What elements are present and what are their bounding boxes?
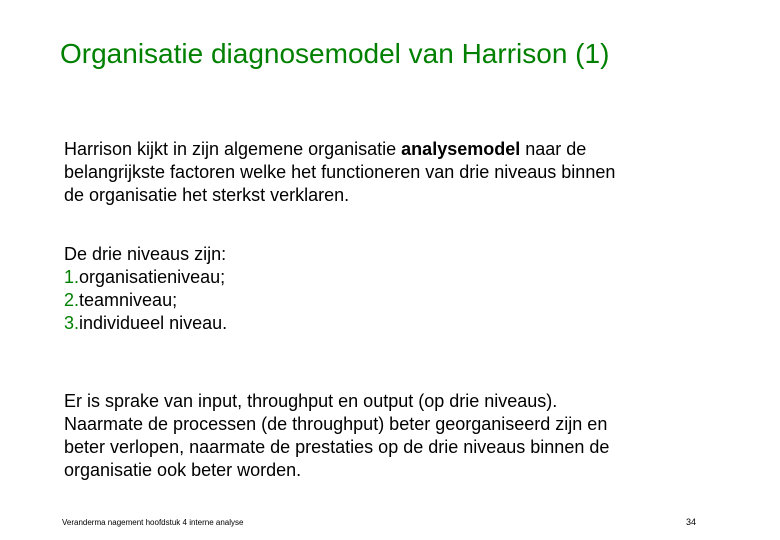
- closing-line-2: Naarmate de processen (de throughput) beter georganiseerd zijn en: [64, 414, 608, 434]
- levels-list: [64, 243, 724, 335]
- list-item-text: teamniveau;: [79, 290, 178, 310]
- intro-bold-term: analysemodel: [401, 139, 521, 159]
- list-item-number: 2.: [64, 290, 80, 310]
- intro-paragraph: [64, 138, 724, 207]
- list-item-text: individueel niveau.: [79, 313, 228, 333]
- list-item: [64, 289, 724, 312]
- levels-heading: De drie niveaus zijn:: [64, 244, 227, 264]
- slide-title: Organisatie diagnosemodel van Harrison (1): [60, 38, 610, 69]
- intro-line-1-post: naar de: [520, 139, 587, 159]
- closing-paragraph: [64, 390, 724, 482]
- page-number: 34: [685, 517, 696, 527]
- closing-line-3: beter verlopen, naarmate de prestaties op de drie niveaus binnen de: [64, 437, 610, 457]
- list-item-number: 3.: [64, 313, 80, 333]
- closing-line-1: Er is sprake van input, throughput en output (op drie niveaus).: [64, 391, 558, 411]
- intro-line-1: [64, 138, 724, 161]
- intro-line-3: de organisatie het sterkst verklaren.: [64, 185, 350, 205]
- intro-line-1-pre: Harrison kijkt in zijn algemene organisatie: [64, 139, 402, 159]
- list-item-text: organisatieniveau;: [79, 267, 226, 287]
- list-item-number: 1.: [64, 267, 80, 287]
- intro-line-2: belangrijkste factoren welke het functioneren van drie niveaus binnen: [64, 162, 616, 182]
- list-item: [64, 312, 724, 335]
- list-item: [64, 266, 724, 289]
- footer-text: Veranderma nagement hoofdstuk 4 interne analyse: [62, 518, 244, 527]
- closing-line-4: organisatie ook beter worden.: [64, 460, 302, 480]
